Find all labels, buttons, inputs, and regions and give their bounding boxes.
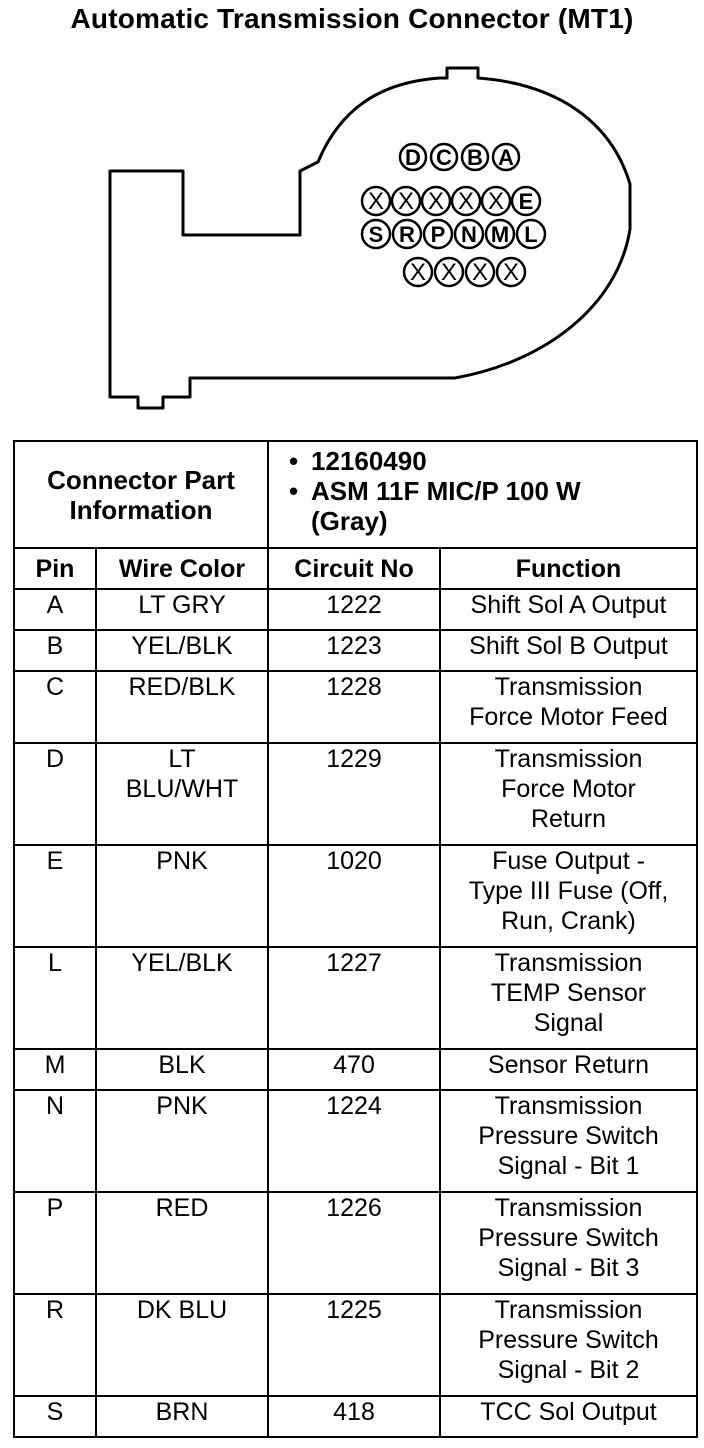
table-row [14,1049,697,1090]
function-cell-line: Transmission [494,673,643,701]
wire-color-cell-line: DK BLU [136,1296,228,1324]
pin-s [362,220,390,248]
empty-cavity [435,258,463,286]
function-cell [440,589,697,630]
pin-label: P [430,222,446,247]
wire-color-cell-line: YEL/BLK [131,949,233,977]
wire-color-cell [96,1049,268,1090]
function-cell-line: Signal - Bit 2 [497,1356,640,1384]
wire-color-cell [96,589,268,630]
pin-label: X [397,188,415,215]
function-cell [440,947,697,1049]
circuit-cell: 1225 [268,1294,440,1396]
pin-cell: D [14,743,96,845]
pin-cell: B [14,630,96,671]
pin-cell: C [14,671,96,743]
function-cell-line: Transmission [494,1092,643,1120]
header-wire-color: Wire Color [96,548,268,589]
pin-label: S [368,222,384,247]
empty-cavity [422,187,450,215]
table-row [14,743,697,845]
empty-cavity [392,187,420,215]
function-cell-line: Type III Fuse (Off, [468,877,669,905]
table-row [14,1396,697,1437]
wire-color-cell [96,1192,268,1294]
pin-cell: R [14,1294,96,1396]
pin-cell: E [14,845,96,947]
empty-cavity [482,187,510,215]
function-cell [440,1294,697,1396]
function-cell-line: Pressure Switch [478,1326,659,1354]
pin-label: R [399,222,415,247]
pin-label: X [502,259,520,286]
function-cell-line: Force Motor [501,775,636,803]
pin-label: X [367,188,385,215]
circuit-cell: 1223 [268,630,440,671]
function-cell-line: Fuse Output - [492,847,645,875]
connector-color: (Gray) [311,506,388,536]
bullet-2: • [289,476,299,506]
function-cell [440,671,697,743]
wire-color-cell [96,630,268,671]
circuit-cell: 1226 [268,1192,440,1294]
pin-cell: S [14,1396,96,1437]
empty-cavity [404,258,432,286]
function-cell-line: Signal [533,1009,604,1037]
table-row [14,1294,697,1396]
pin-cell: N [14,1090,96,1192]
function-cell-line: Pressure Switch [478,1224,659,1252]
pin-layer [362,144,545,286]
part-info-row [14,441,697,548]
wire-color-cell-line: LT GRY [138,591,226,619]
function-cell-line: Pressure Switch [478,1122,659,1150]
empty-cavity [362,187,390,215]
wire-color-cell [96,1396,268,1437]
function-cell-line: TEMP Sensor [490,979,647,1007]
pin-label: E [518,189,534,214]
wire-color-cell [96,947,268,1049]
pin-label: X [471,259,489,286]
wire-color-cell-line: BRN [155,1398,209,1426]
function-cell-line: Transmission [494,1194,643,1222]
function-cell-line: Transmission [494,949,643,977]
pin-l [517,220,545,248]
header-function: Function [440,548,697,589]
table-row [14,630,697,671]
part-info-label-line2: Information [69,494,213,525]
wire-color-cell-line: RED/BLK [128,673,236,701]
connector-pin-table [13,440,698,1438]
connector-drawing [0,44,704,424]
wire-color-cell-line: LT [168,745,196,773]
wire-color-cell-line: YEL/BLK [131,632,233,660]
part-info-label-line1: Connector Part [47,464,235,495]
header-pin: Pin [14,548,96,589]
function-cell-line: Signal - Bit 3 [497,1254,640,1282]
pin-cell: A [14,589,96,630]
pin-a [493,144,519,170]
function-cell-line: Transmission [494,745,643,773]
function-cell [440,630,697,671]
pin-label: N [461,222,477,247]
function-cell-line: Force Motor Feed [469,703,668,731]
wire-color-cell-line: PNK [156,847,208,875]
table-row [14,1090,697,1192]
pin-b [462,144,488,170]
function-cell-line: Signal - Bit 1 [497,1152,640,1180]
pin-cell: L [14,947,96,1049]
circuit-cell: 1228 [268,671,440,743]
function-cell [440,1192,697,1294]
wire-color-cell [96,1294,268,1396]
function-cell-line: Return [530,805,607,833]
pin-label: D [405,145,421,170]
pin-label: B [467,145,483,170]
table-row [14,845,697,947]
pin-label: M [490,222,510,247]
pin-label: L [524,222,538,247]
empty-cavity [452,187,480,215]
pin-label: X [409,259,427,286]
table-row [14,1192,697,1294]
function-cell [440,845,697,947]
pin-r [393,220,421,248]
pin-label: X [457,188,475,215]
pin-c [431,144,457,170]
part-number: 12160490 [311,446,427,476]
wire-color-cell-line: BLK [158,1051,206,1079]
empty-cavity [466,258,494,286]
wire-color-cell [96,743,268,845]
circuit-cell: 1229 [268,743,440,845]
pin-e [512,187,540,215]
header-row [14,548,697,589]
header-circuit-no: Circuit No [268,548,440,589]
function-cell-line: Shift Sol A Output [470,591,667,619]
table-row [14,671,697,743]
pin-m [486,220,514,248]
circuit-cell: 418 [268,1396,440,1437]
wire-color-cell [96,845,268,947]
function-cell-line: TCC Sol Output [480,1398,657,1426]
circuit-cell: 1222 [268,589,440,630]
function-cell [440,743,697,845]
part-info-label [14,441,268,548]
pin-d [400,144,426,170]
table-row [14,589,697,630]
circuit-cell: 470 [268,1049,440,1090]
circuit-cell: 1227 [268,947,440,1049]
pin-cell: P [14,1192,96,1294]
wire-color-cell [96,671,268,743]
function-cell-line: Shift Sol B Output [469,632,668,660]
empty-cavity [497,258,525,286]
pin-label: X [440,259,458,286]
wire-color-cell [96,1090,268,1192]
pin-p [424,220,452,248]
wire-color-cell-line: RED [155,1194,209,1222]
function-cell [440,1049,697,1090]
function-cell-line: Sensor Return [487,1051,650,1079]
page-title: Automatic Transmission Connector (MT1) [70,3,634,34]
bullet-1: • [289,446,299,476]
pin-label: X [427,188,445,215]
pin-label: A [498,145,514,170]
table-row [14,947,697,1049]
function-cell-line: Transmission [494,1296,643,1324]
pin-label: X [487,188,505,215]
function-cell [440,1090,697,1192]
circuit-cell: 1224 [268,1090,440,1192]
pin-rows [14,589,697,1437]
pin-n [455,220,483,248]
circuit-cell: 1020 [268,845,440,947]
part-info-values [268,441,697,548]
connector-description: ASM 11F MIC/P 100 W [311,476,581,506]
function-cell-line: Run, Crank) [501,907,636,935]
pin-label: C [436,145,452,170]
function-cell [440,1396,697,1437]
wire-color-cell-line: PNK [156,1092,208,1120]
wire-color-cell-line: BLU/WHT [125,775,239,803]
pin-cell: M [14,1049,96,1090]
